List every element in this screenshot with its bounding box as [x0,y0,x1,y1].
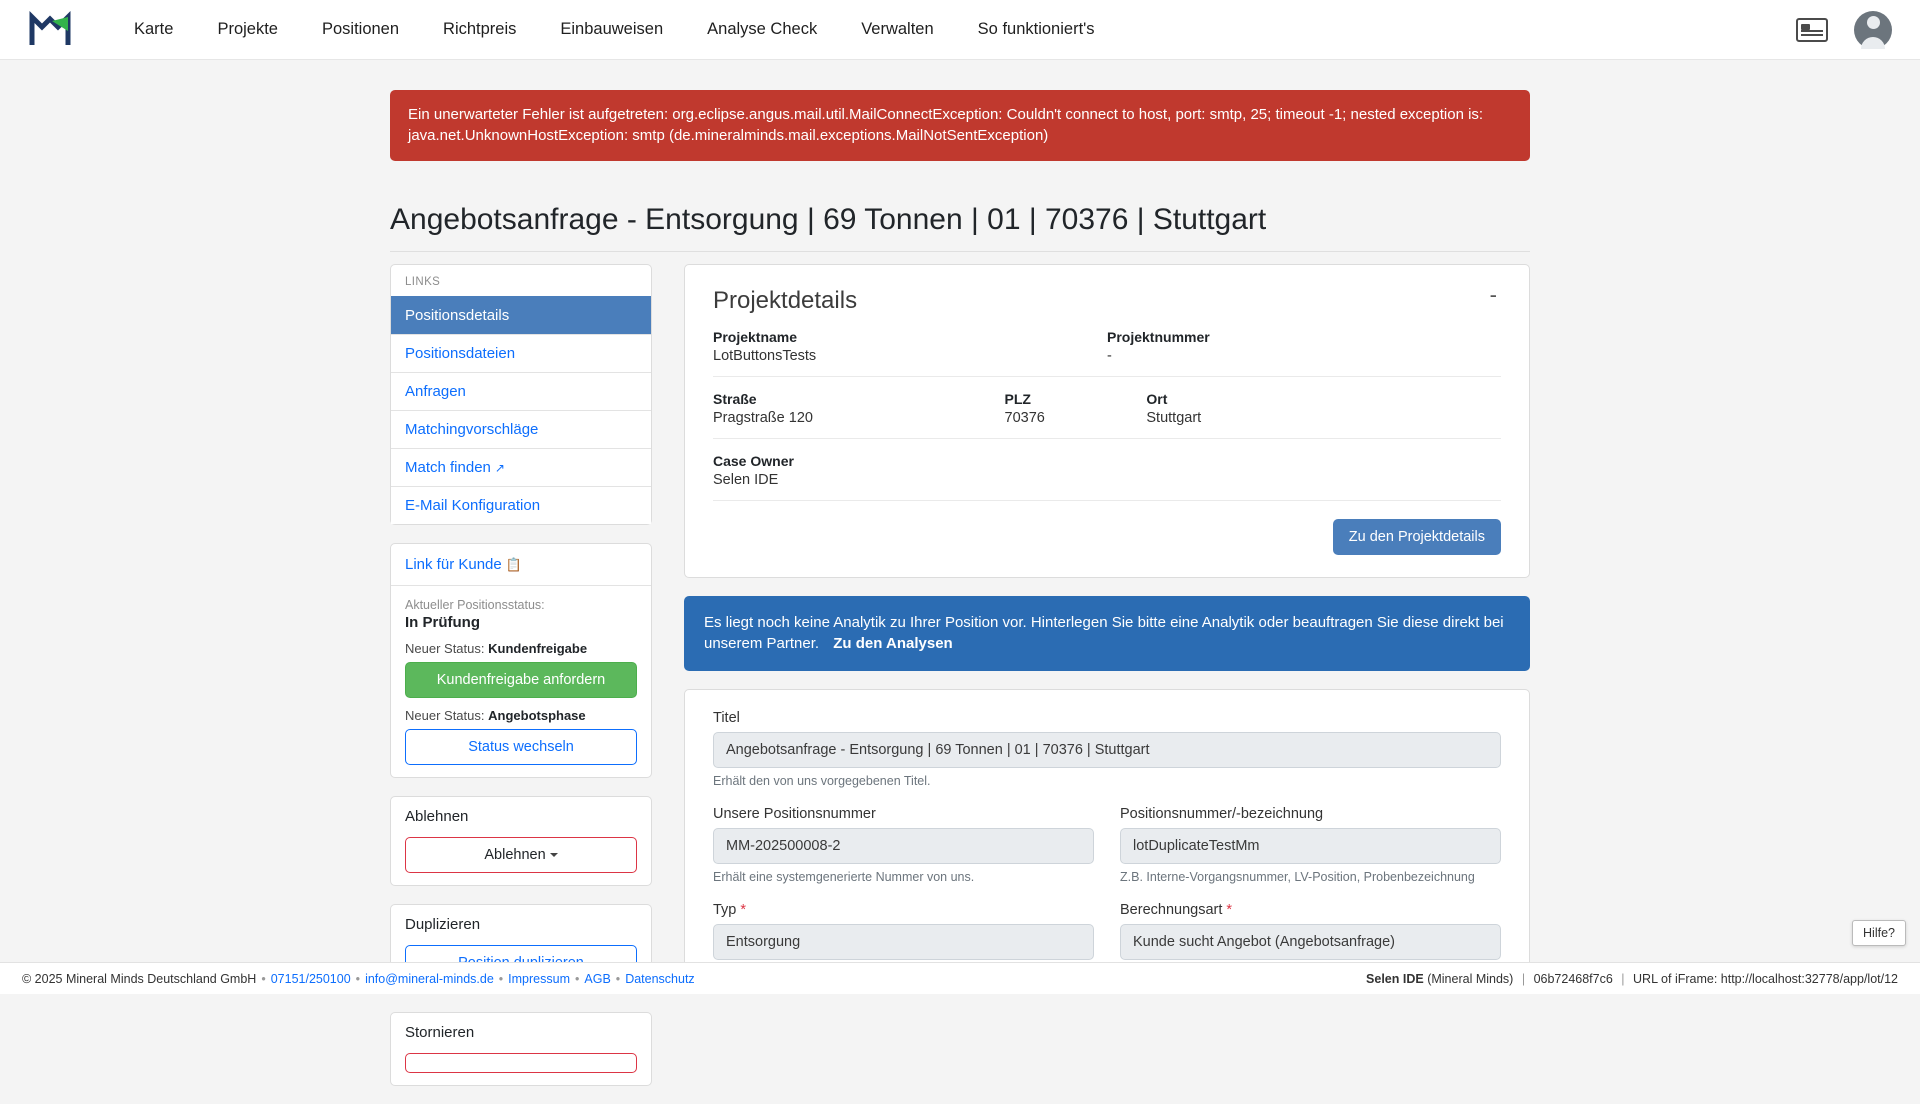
link-fuer-kunde-link[interactable]: Link für Kunde [405,555,502,573]
project-row-address [713,377,1501,439]
new-status-line-1 [405,641,637,656]
positionsnummer-help-text: Erhält eine systemgenerierte Nummer von uns. [713,870,975,885]
footer-build: 06b72468f7c6 [1533,971,1613,986]
project-row-owner [713,439,1501,501]
sidebar-item-match-finden[interactable] [391,448,651,486]
sidebar-item-email-konfiguration[interactable]: E-Mail Konfiguration [391,486,651,524]
footer-impressum-link[interactable]: Impressum [508,971,570,986]
kundenfreigabe-anfordern-button[interactable]: Kundenfreigabe anfordern [405,662,637,698]
copy-icon[interactable]: 📋 [505,556,522,572]
plz-label: PLZ [1004,390,1031,407]
sidebar-item-anfragen[interactable]: Anfragen [391,372,651,410]
reject-section-title: Ablehnen [405,807,469,825]
analytics-info-banner [684,596,1530,672]
bezeichnung-label: Positionsnummer/-bezeichnung [1120,806,1324,823]
help-tab-button[interactable]: Hilfe? [1852,920,1906,946]
new-status-value-1: Kundenfreigabe [488,640,588,656]
sidebar-item-positionsdetails[interactable]: Positionsdetails [391,296,651,334]
position-form-panel [684,689,1530,971]
titel-label: Titel [713,710,740,727]
ort-value: Stuttgart [1146,409,1202,426]
ablehnen-button[interactable] [405,837,637,873]
status-card [390,543,652,778]
nav-link-positionen[interactable]: Positionen [321,20,400,38]
projektnummer-value: - [1107,347,1112,364]
nav-link-einbauweisen[interactable]: Einbauweisen [560,20,664,38]
footer-datenschutz-link[interactable]: Datenschutz [625,971,695,986]
required-marker: * [1226,902,1233,919]
nav-link-karte[interactable]: Karte [134,20,174,38]
links-card [390,264,652,525]
nav-links [112,12,1117,47]
page-title: Angebotsanfrage - Entsorgung | 69 Tonnen | 01 | 70376 | Stuttgart [390,203,1530,252]
main-content [684,264,1530,990]
sidebar-item-positionsdateien[interactable]: Positionsdateien [391,334,651,372]
sidebar-item-label: Match finden [405,458,491,476]
titel-help-text: Erhält den von uns vorgegebenen Titel. [713,774,931,789]
field-strasse [713,391,1005,426]
content-container [390,60,1530,1104]
footer-iframe-url: URL of iFrame: http://localhost:32778/app/lot/12 [1633,971,1898,986]
project-details-panel [684,264,1530,578]
field-case-owner [713,453,1107,488]
new-status-label-2: Neuer Status: [405,707,485,723]
project-details-header [713,281,1501,315]
footer-email-link[interactable]: info@mineral-minds.de [365,971,494,986]
berechnungsart-select[interactable] [1120,924,1501,960]
bezeichnung-help-text: Z.B. Interne-Vorgangsnummer, LV-Position, Probenbezeichnung [1120,870,1475,885]
form-row-nummern [713,806,1501,884]
status-block [391,586,651,777]
analytics-info-text: Es liegt noch keine Analytik zu Ihrer Position vor. Hinterlegen Sie bitte eine Analytik oder beauftragen Sie diese direkt bei unserem Partner. [704,613,1504,653]
zu-den-analysen-link[interactable]: Zu den Analysen [833,635,953,653]
new-status-line-2 [405,708,637,723]
current-status-value: In Prüfung [405,613,480,631]
project-panel-actions [713,501,1501,555]
case-owner-value: Selen IDE [713,471,779,488]
reject-button-wrap [391,825,651,885]
field-projektnummer [1107,329,1501,364]
plz-value: 70376 [1004,409,1045,426]
duplicate-section-title: Duplizieren [405,915,481,933]
positionsnummer-input[interactable] [713,828,1094,864]
zu-den-projektdetails-button[interactable]: Zu den Projektdetails [1333,519,1501,555]
projektname-label: Projektname [713,328,798,345]
form-group-titel [713,710,1501,788]
new-status-value-2: Angebotsphase [488,707,586,723]
bezeichnung-input[interactable] [1120,828,1501,864]
sidebar-item-matchingvorschlaege[interactable]: Matchingvorschläge [391,410,651,448]
titel-input[interactable] [713,732,1501,768]
strasse-value: Pragstraße 120 [713,409,813,426]
page-body [0,60,1920,1041]
typ-label-text: Typ [713,902,737,919]
links-card-header: LINKS [405,275,441,288]
new-status-label-1: Neuer Status: [405,640,485,656]
cancel-button-wrap [391,1041,651,1085]
strasse-label: Straße [713,390,757,407]
navbar-right [1796,11,1892,49]
form-group-positionsnummer [713,806,1094,884]
berechnungsart-label-text: Berechnungsart [1120,902,1223,919]
id-card-icon[interactable] [1796,18,1828,42]
chevron-down-icon [550,853,558,857]
external-link-icon: ↗ [494,460,505,475]
footer-phone-link[interactable]: 07151/250100 [270,971,351,986]
mineral-minds-logo[interactable] [28,11,72,49]
footer-copyright: © 2025 Mineral Minds Deutschland GmbH [22,971,257,986]
cancel-card [390,1012,652,1086]
form-row-typ [713,902,1501,960]
field-projektname [713,329,1107,364]
form-group-berechnungsart [1120,902,1501,960]
berechnungsart-label [1120,902,1501,918]
field-plz [1005,391,1147,426]
link-kunde-row[interactable] [391,544,651,585]
footer-user-org: (Mineral Minds) [1427,971,1514,986]
nav-link-so-funktionierts[interactable]: So funktioniert's [977,20,1095,38]
error-alert: Ein unerwarteter Fehler ist aufgetreten: org.eclipse.angus.mail.util.MailConnectException: Couldn't connect to host, port: smtp, 25; timeout -1; nested exception is: java.net.UnknownHostException: smtp (de.mineralminds.mail.exceptions.MailNotSentException) [390,90,1530,161]
nav-link-verwalten[interactable]: Verwalten [861,20,934,38]
footer: © 2025 Mineral Minds Deutschland GmbH • 07151/250100 • info@mineral-minds.de • Impressum • AGB • Datenschutz Selen IDE (Mineral Minds) | 06b72468f7c6 | URL of iFrame: http://localhost:32778/app/lot/12 [0,962,1920,994]
field-ort [1146,391,1438,426]
collapse-toggle-icon[interactable]: - [1489,281,1497,307]
case-owner-label: Case Owner [713,452,794,469]
project-details-title: Projektdetails [713,286,858,314]
ablehnen-button-label: Ablehnen [484,846,546,863]
nav-link-projekte[interactable]: Projekte [217,20,278,38]
reject-card [390,796,652,886]
status-wechseln-button[interactable]: Status wechseln [405,729,637,765]
cancel-section-title: Stornieren [405,1023,475,1041]
nav-link-analyse-check[interactable]: Analyse Check [707,20,818,38]
typ-label [713,902,1094,918]
project-row-name [713,315,1501,377]
current-status-label: Aktueller Positionsstatus: [405,597,545,612]
projektnummer-label: Projektnummer [1107,328,1210,345]
ort-label: Ort [1146,390,1168,407]
stornieren-button[interactable] [405,1053,637,1073]
footer-status: Selen IDE (Mineral Minds) | 06b72468f7c6 | URL of iFrame: http://localhost:32778/app/lot/12 [1366,971,1898,986]
nav-link-richtpreis[interactable]: Richtpreis [443,20,517,38]
form-group-bezeichnung [1120,806,1501,884]
top-navbar [0,0,1920,60]
positionsnummer-label: Unsere Positionsnummer [713,806,876,823]
footer-user: Selen IDE [1366,971,1424,986]
form-group-typ [713,902,1094,960]
typ-select[interactable] [713,924,1094,960]
projektname-value: LotButtonsTests [713,347,817,364]
required-marker: * [740,902,747,919]
footer-agb-link[interactable]: AGB [584,971,611,986]
avatar[interactable] [1854,11,1892,49]
